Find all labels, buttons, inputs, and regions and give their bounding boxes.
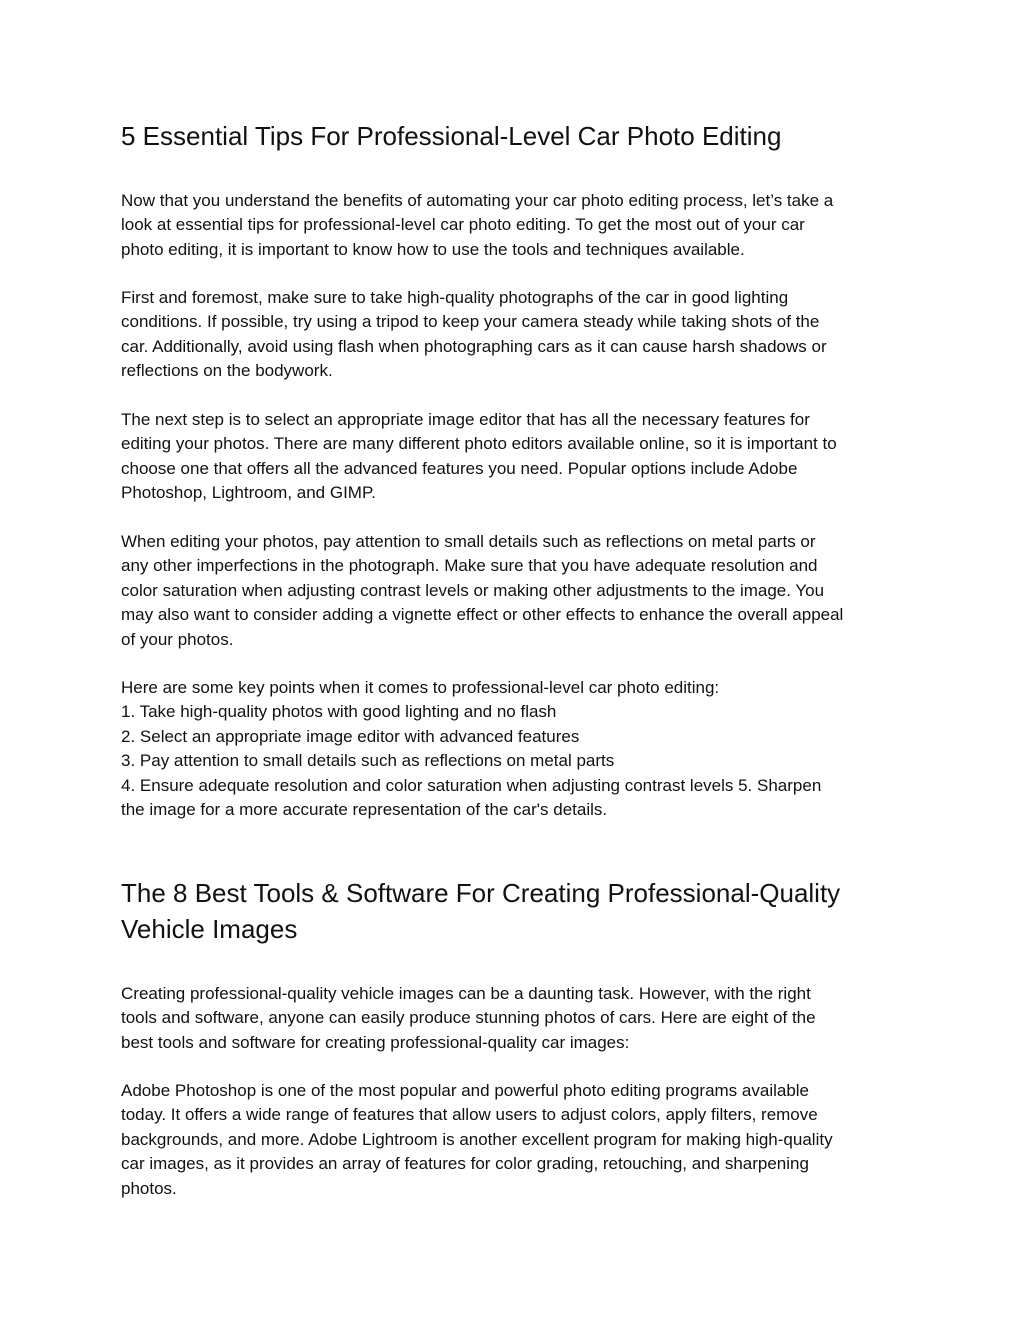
list-item: 1. Take high-quality photos with good lighting and no flash (121, 702, 557, 722)
heading-line: Vehicle Images (121, 914, 298, 944)
paragraph-high-quality-photos (121, 286, 827, 384)
text-line: best tools and software for creating professional-quality car images: (121, 1032, 630, 1052)
text-line: car images, as it provides an array of features for color grading, retouching, and sharpening (121, 1154, 809, 1174)
text-line: Creating professional-quality vehicle images can be a daunting task. However, with the right (121, 984, 811, 1003)
paragraph-key-points-list (121, 676, 821, 822)
text-line: Now that you understand the benefits of automating your car photo editing process, let’s take a (121, 191, 834, 210)
text-line: Adobe Photoshop is one of the most popular and powerful photo editing programs available (121, 1081, 810, 1100)
list-item: 3. Pay attention to small details such as reflections on metal parts (121, 751, 615, 771)
paragraph-photoshop-lightroom (121, 1079, 833, 1201)
text-line: The next step is to select an appropriate image editor that has all the necessary features for (121, 410, 810, 429)
text-line: photo editing, it is important to know how to use the tools and techniques available. (121, 239, 745, 259)
text-line: reflections on the bodywork. (121, 361, 333, 381)
paragraph-image-editor (121, 408, 837, 506)
list-intro: Here are some key points when it comes to professional-level car photo editing: (121, 678, 720, 697)
text-line: photos. (121, 1178, 177, 1198)
text-line: any other imperfections in the photograph. Make sure that you have adequate resolution and (121, 556, 818, 576)
text-line: choose one that offers all the advanced features you need. Popular options include Adobe (121, 458, 798, 478)
text-line: look at essential tips for professional-level car photo editing. To get the most out of your car (121, 215, 805, 235)
text-line: car. Additionally, avoid using flash when photographing cars as it can cause harsh shadows or (121, 336, 827, 356)
list-item: 4. Ensure adequate resolution and color saturation when adjusting contrast levels 5. Sharpen (121, 775, 822, 795)
heading-line: The 8 Best Tools & Software For Creating Professional-Quality (121, 878, 841, 908)
section-heading-editing-tips (121, 118, 781, 154)
list-item-continuation: the image for a more accurate representation of the car's details. (121, 800, 608, 820)
text-line: of your photos. (121, 629, 234, 649)
list-item: 2. Select an appropriate image editor with advanced features (121, 726, 580, 746)
heading-line: 5 Essential Tips For Professional-Level Car Photo Editing (121, 121, 782, 151)
text-line: today. It offers a wide range of features that allow users to adjust colors, apply filters, remove (121, 1105, 818, 1125)
section-heading-best-tools (121, 875, 840, 947)
text-line: Photoshop, Lightroom, and GIMP. (121, 483, 376, 503)
text-line: When editing your photos, pay attention to small details such as reflections on metal parts or (121, 532, 816, 551)
text-line: tools and software, anyone can easily produce stunning photos of cars. Here are eight of the (121, 1008, 816, 1028)
paragraph-intro (121, 189, 833, 262)
text-line: color saturation when adjusting contrast levels or making other adjustments to the image. You (121, 580, 825, 600)
paragraph-tools-intro (121, 982, 816, 1055)
text-line: editing your photos. There are many different photo editors available online, so it is important to (121, 434, 837, 454)
text-line: First and foremost, make sure to take high-quality photographs of the car in good lighting (121, 288, 789, 307)
text-line: may also want to consider adding a vignette effect or other effects to enhance the overall appeal (121, 605, 844, 625)
paragraph-small-details (121, 530, 843, 652)
text-line: conditions. If possible, try using a tripod to keep your camera steady while taking shots of the (121, 312, 820, 332)
text-line: backgrounds, and more. Adobe Lightroom is another excellent program for making high-quality (121, 1129, 833, 1149)
